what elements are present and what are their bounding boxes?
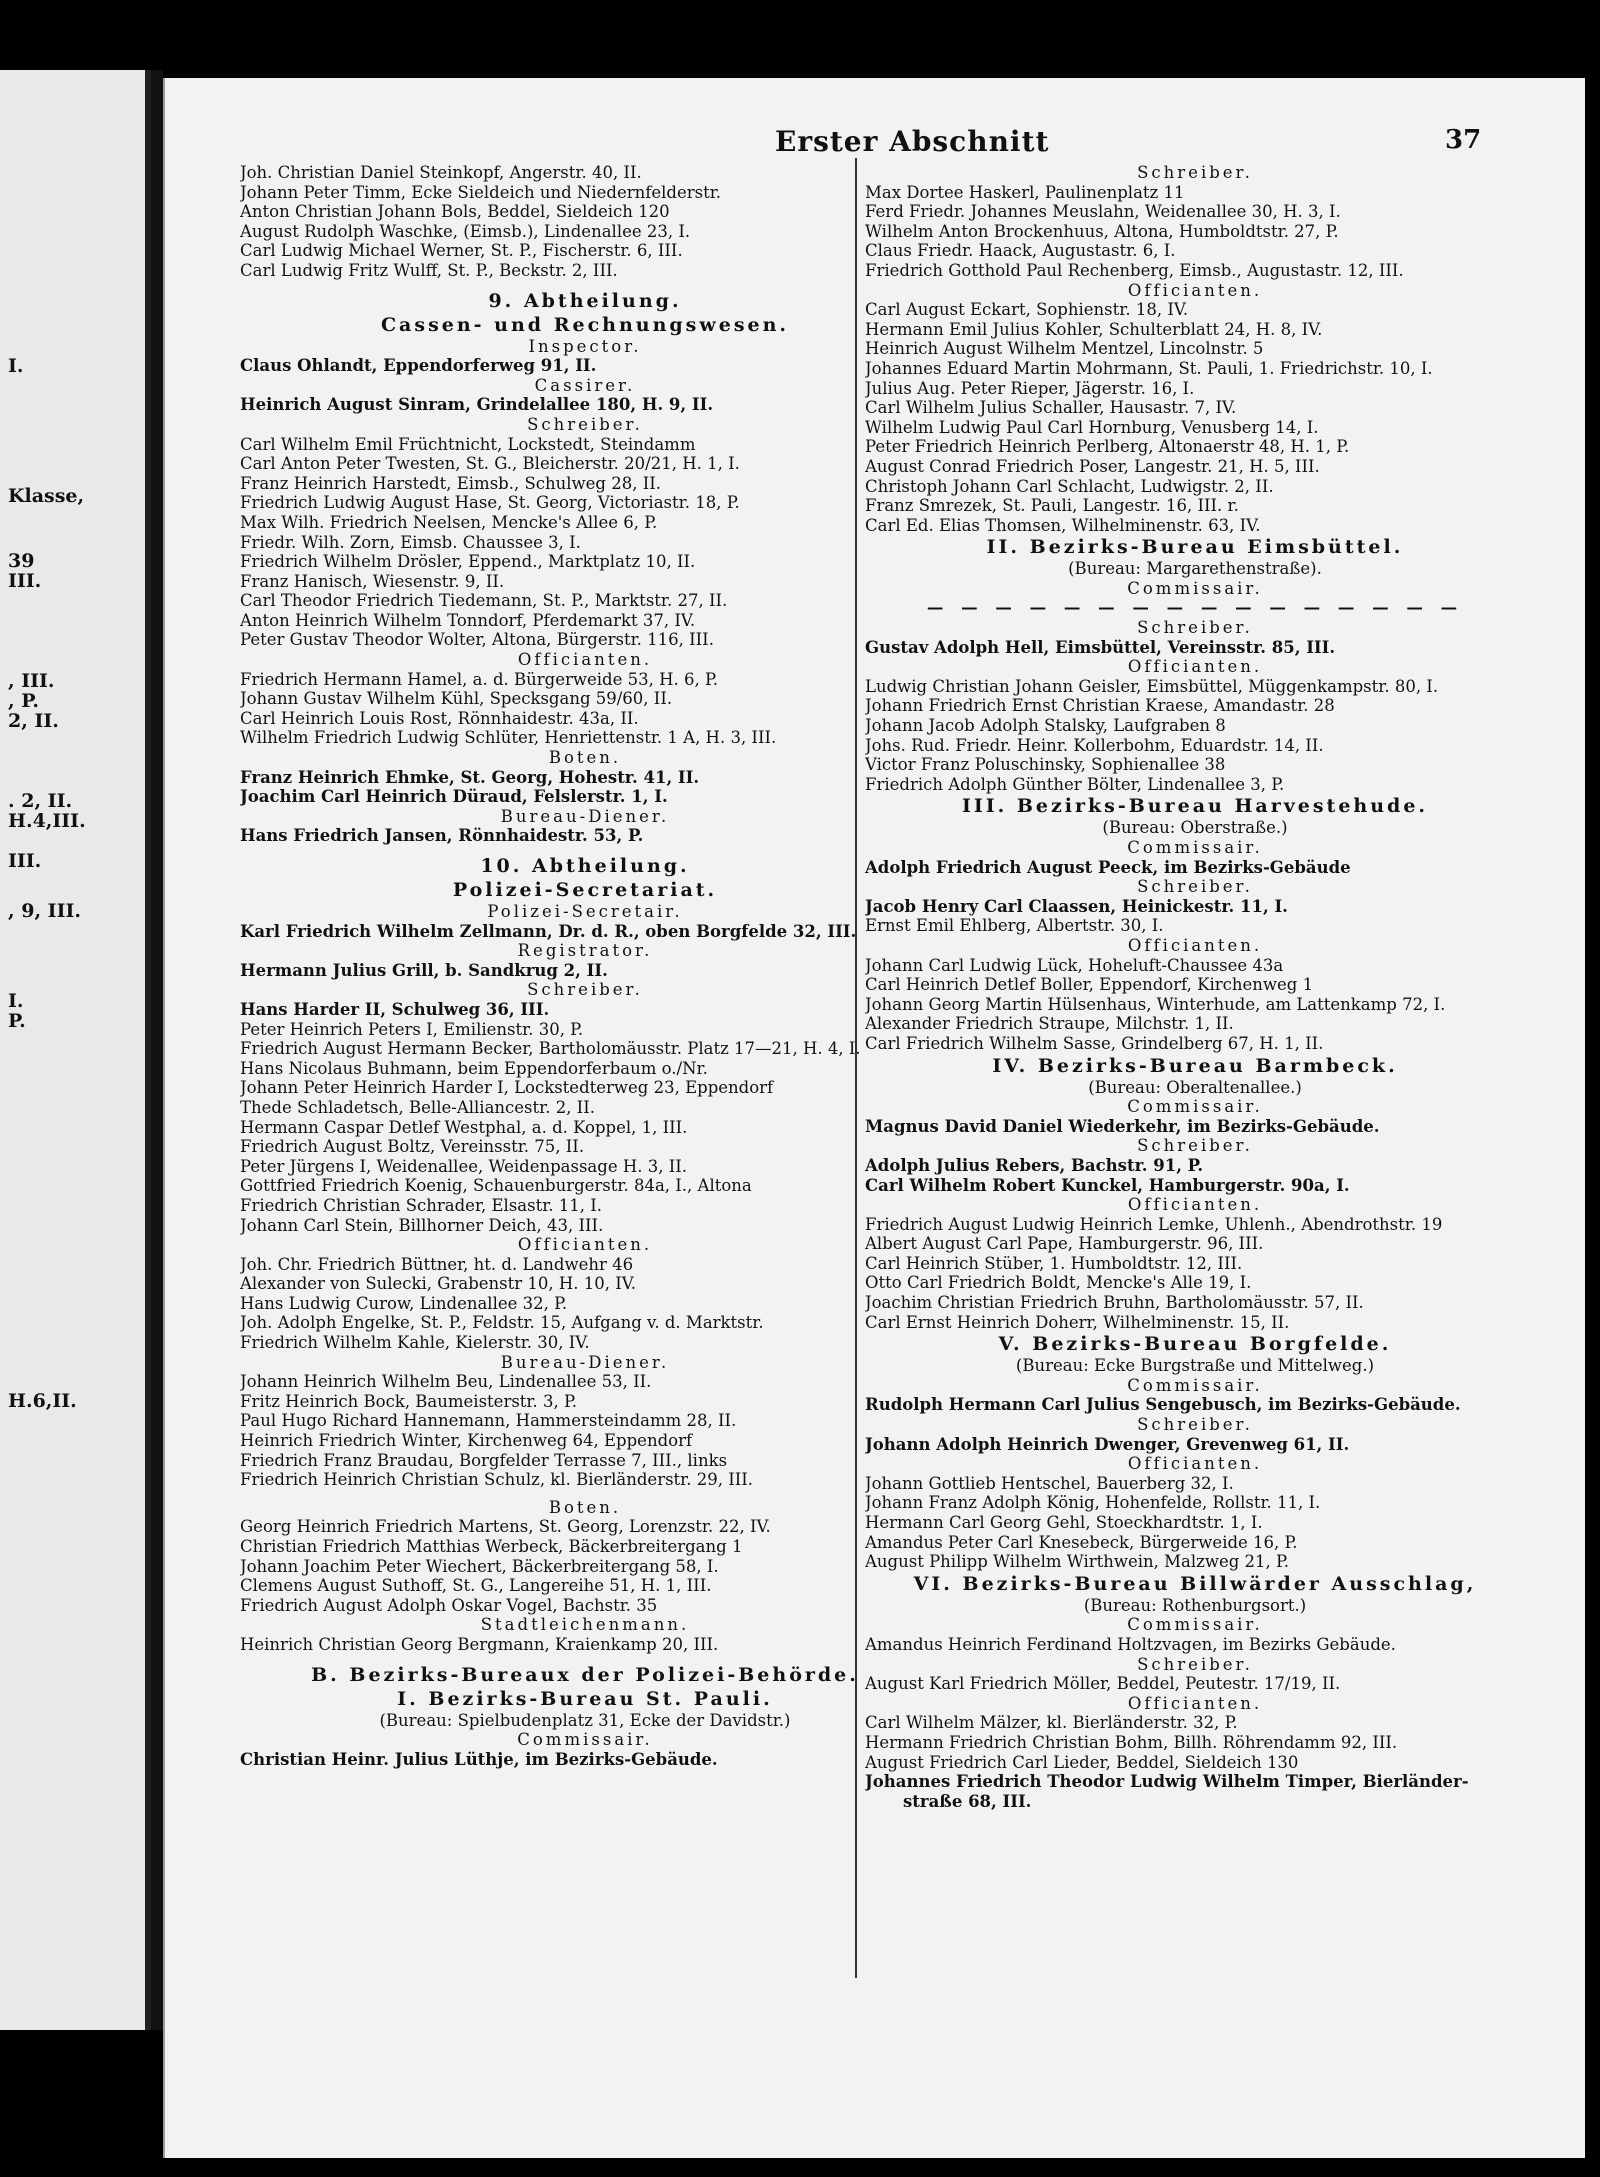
role-heading: Boten. <box>548 1497 622 1517</box>
entry-line: Hermann Julius Grill, b. Sandkrug 2, II. <box>240 960 608 980</box>
entry-line: Friedrich August Hermann Becker, Bartholomäusstr. Platz 17—21, H. 4, I. <box>240 1039 861 1059</box>
entry-line: Rudolph Hermann Carl Julius Sengebusch, im Bezirks-Gebäude. <box>865 1395 1461 1415</box>
left-page-text-fragment: P. <box>8 1010 26 1032</box>
section-heading: 10. Abtheilung. <box>480 855 690 877</box>
entry-line: Carl Wilhelm Emil Früchtnicht, Lockstedt, Steindamm <box>240 434 696 454</box>
entry-line: Max Dortee Haskerl, Paulinenplatz 11 <box>865 182 1185 202</box>
spacer <box>240 281 930 289</box>
book-gutter <box>151 70 163 2030</box>
entry-line: Joachim Christian Friedrich Bruhn, Bartholomäusstr. 57, II. <box>865 1293 1364 1313</box>
section-heading: III. Bezirks-Bureau Harvestehude. <box>961 795 1429 818</box>
role-heading: Commissair. <box>517 1730 653 1750</box>
entry-line: Friedrich Wilhelm Drösler, Eppend., Marktplatz 10, II. <box>240 552 696 572</box>
entry-line: Peter Jürgens I, Weidenallee, Weidenpassage H. 3, II. <box>240 1156 687 1176</box>
role-heading: Schreiber. <box>1137 1654 1253 1674</box>
entry-line: Georg Heinrich Friedrich Martens, St. Georg, Lorenzstr. 22, IV. <box>240 1517 771 1537</box>
entry-line: Joh. Chr. Friedrich Büttner, ht. d. Landwehr 46 <box>240 1254 634 1274</box>
entry-line: August Friedrich Carl Lieder, Beddel, Sieldeich 130 <box>865 1752 1299 1772</box>
entry-line: Friedrich Gotthold Paul Rechenberg, Eimsb., Augustastr. 12, III. <box>865 260 1404 280</box>
entry-line: Max Wilh. Friedrich Neelsen, Mencke's Allee 6, P. <box>240 512 658 532</box>
entry-line: Johann Gottlieb Hentschel, Bauerberg 32, I. <box>865 1473 1234 1493</box>
entry-line: Wilhelm Friedrich Ludwig Schlüter, Henriettenstr. 1 A, H. 3, III. <box>240 728 777 748</box>
entry-line: Amandus Peter Carl Knesebeck, Bürgerweide 16, P. <box>865 1532 1298 1552</box>
entry-line: Heinrich August Sinram, Grindelallee 180, H. 9, II. <box>240 395 714 415</box>
role-heading: Stadtleichenmann. <box>480 1615 690 1635</box>
entry-line: Friedr. Wilh. Zorn, Eimsb. Chaussee 3, I. <box>240 532 581 552</box>
entry-line: Heinrich Christian Georg Bergmann, Kraienkamp 20, III. <box>240 1634 719 1654</box>
role-heading: Officianten. <box>1127 280 1263 300</box>
role-heading: Schreiber. <box>1137 163 1253 182</box>
entry-line: Adolph Friedrich August Peeck, im Bezirks-Gebäude <box>865 857 1351 877</box>
entry-line: Franz Heinrich Ehmke, St. Georg, Hohestr. 41, II. <box>240 767 700 787</box>
page-header <box>165 125 1585 165</box>
vacancy-dashes: — — — — — — — — — — — — — — — — <box>926 598 1464 618</box>
entry-line: Friedrich August Adolph Oskar Vogel, Bachstr. 35 <box>240 1595 658 1615</box>
left-page-text-fragment: , III. <box>8 670 55 692</box>
entry-line: Friedrich Christian Schrader, Elsastr. 11, I. <box>240 1195 603 1215</box>
left-page-text-fragment: H.6,II. <box>8 1390 77 1412</box>
entry-continuation: straße 68, III. <box>903 1791 1032 1811</box>
bureau-address: (Bureau: Ecke Burgstraße und Mittelweg.) <box>1015 1356 1375 1376</box>
entry-line: Johann Joachim Peter Wiechert, Bäckerbreitergang 58, I. <box>240 1556 719 1576</box>
role-heading: Bureau-Diener. <box>500 806 670 826</box>
entry-line: Fritz Heinrich Bock, Baumeisterstr. 3, P. <box>240 1391 577 1411</box>
entry-line: Joh. Adolph Engelke, St. P., Feldstr. 15, Aufgang v. d. Marktstr. <box>240 1313 764 1333</box>
entry-line: Friedrich Franz Braudau, Borgfelder Terrasse 7, III., links <box>240 1450 728 1470</box>
entry-line: August Karl Friedrich Möller, Beddel, Peutestr. 17/19, II. <box>865 1674 1341 1694</box>
section-heading: B. Bezirks-Bureaux der Polizei-Behörde. <box>311 1663 859 1686</box>
entry-line: Hermann Carl Georg Gehl, Stoeckhardtstr. 1, I. <box>865 1513 1263 1532</box>
entry-line: Friedrich August Ludwig Heinrich Lemke, Uhlenh., Abendrothstr. 19 <box>865 1214 1443 1234</box>
entry-line: Magnus David Daniel Wiederkehr, im Bezirks-Gebäude. <box>865 1116 1380 1136</box>
section-heading: I. Bezirks-Bureau St. Pauli. <box>397 1687 773 1710</box>
role-heading: Commissair. <box>1127 1375 1263 1395</box>
left-page-text-fragment: III. <box>8 850 42 872</box>
entry-line: Hans Friedrich Jansen, Rönnhaidestr. 53, P. <box>240 826 644 846</box>
left-page-text-fragment: , 9, III. <box>8 900 81 922</box>
entry-line: Johann Friedrich Ernst Christian Kraese, Amandastr. 28 <box>865 696 1335 716</box>
spacer <box>240 1655 930 1663</box>
entry-line: Peter Heinrich Peters I, Emilienstr. 30, P. <box>240 1019 584 1039</box>
left-page-text-fragment: I. <box>8 355 24 377</box>
left-page-text-fragment: , P. <box>8 690 39 712</box>
entry-line: Hans Nicolaus Buhmann, beim Eppendorferbaum o./Nr. <box>240 1058 708 1078</box>
role-heading: Officianten. <box>1127 1454 1263 1474</box>
entry-line: Wilhelm Anton Brockenhuus, Altona, Humboldtstr. 27, P. <box>865 221 1339 241</box>
document-page <box>163 78 1585 2158</box>
entry-line: Alexander von Sulecki, Grabenstr 10, H. 10, IV. <box>240 1274 637 1294</box>
entry-line: Wilhelm Ludwig Paul Carl Hornburg, Venusberg 14, I. <box>865 417 1319 437</box>
entry-line: Albert August Carl Pape, Hamburgerstr. 96, III. <box>865 1234 1264 1254</box>
entry-line: Carl Ernst Heinrich Doherr, Wilhelminenstr. 15, II. <box>865 1312 1290 1332</box>
role-heading: Commissair. <box>1127 1097 1263 1117</box>
section-heading: Cassen- und Rechnungswesen. <box>380 313 790 336</box>
entry-line: Carl Wilhelm Robert Kunckel, Hamburgerstr. 90a, I. <box>865 1175 1350 1195</box>
left-page-text-fragment: . 2, II. <box>8 790 73 812</box>
entry-line: Johann Peter Timm, Ecke Sieldeich und Niedernfelderstr. <box>240 182 722 202</box>
role-heading: Schreiber. <box>1137 618 1253 638</box>
section-heading: IV. Bezirks-Bureau Barmbeck. <box>992 1054 1398 1077</box>
entry-line: Carl Heinrich Louis Rost, Rönnhaidestr. 43a, II. <box>240 708 639 728</box>
role-heading: Schreiber. <box>1137 1415 1253 1435</box>
entry-line: Johannes Eduard Martin Mohrmann, St. Pauli, 1. Friedrichstr. 10, I. <box>865 358 1433 378</box>
entry-line: Carl Ed. Elias Thomsen, Wilhelminenstr. 63, IV. <box>865 515 1261 535</box>
section-heading: VI. Bezirks-Bureau Billwärder Ausschlag, <box>913 1572 1477 1595</box>
entry-line: Hermann Caspar Detlef Westphal, a. d. Koppel, 1, III. <box>240 1117 688 1137</box>
entry-line: Johann Franz Adolph König, Hohenfelde, Rollstr. 11, I. <box>865 1493 1321 1513</box>
entry-line: Thede Schladetsch, Belle-Alliancestr. 2, II. <box>240 1097 595 1117</box>
role-heading: Officianten. <box>517 1235 653 1255</box>
entry-line: Hermann Friedrich Christian Bohm, Billh. Röhrendamm 92, III. <box>865 1732 1398 1752</box>
entry-line: Carl August Eckart, Sophienstr. 18, IV. <box>865 300 1189 320</box>
entry-line: Friedrich Heinrich Christian Schulz, kl. Bierländerstr. 29, III. <box>240 1470 754 1490</box>
page-title: Erster Abschnitt <box>775 125 1050 158</box>
bureau-address: (Bureau: Oberstraße.) <box>1102 818 1288 838</box>
entry-line: Joh. Christian Daniel Steinkopf, Angerstr. 40, II. <box>240 163 642 182</box>
entry-line: Carl Anton Peter Twesten, St. G., Bleicherstr. 20/21, H. 1, I. <box>240 454 740 474</box>
entry-line: Amandus Heinrich Ferdinand Holtzvagen, im Bezirks Gebäude. <box>865 1634 1396 1654</box>
entry-line: Anton Heinrich Wilhelm Tonndorf, Pferdemarkt 37, IV. <box>240 610 696 630</box>
entry-line: Johs. Rud. Friedr. Heinr. Kollerbohm, Eduardstr. 14, II. <box>865 735 1324 755</box>
entry-line: Hans Harder II, Schulweg 36, III. <box>240 999 550 1019</box>
section-heading: Polizei-Secretariat. <box>452 879 718 901</box>
entry-line: Friedrich Wilhelm Kahle, Kielerstr. 30, IV. <box>240 1333 590 1353</box>
right-column <box>865 163 1525 1811</box>
entry-line: Johannes Friedrich Theodor Ludwig Wilhelm Timper, Bierländer- <box>865 1772 1469 1792</box>
entry-line: Franz Hanisch, Wiesenstr. 9, II. <box>240 571 505 591</box>
entry-line: Karl Friedrich Wilhelm Zellmann, Dr. d. R., oben Borgfelde 32, III. <box>240 921 857 941</box>
entry-line: Claus Ohlandt, Eppendorferweg 91, II. <box>240 356 597 376</box>
entry-line: Adolph Julius Rebers, Bachstr. 91, P. <box>865 1155 1204 1175</box>
page-number: 37 <box>1445 125 1482 155</box>
role-heading: Officianten. <box>517 650 653 670</box>
entry-line: Ludwig Christian Johann Geisler, Eimsbüttel, Müggenkampstr. 80, I. <box>865 676 1439 696</box>
bureau-address: (Bureau: Margarethenstraße). <box>1068 559 1322 579</box>
entry-line: Carl Heinrich Detlef Boller, Eppendorf, Kirchenweg 1 <box>865 975 1314 995</box>
role-heading: Cassirer. <box>534 375 636 395</box>
section-heading: II. Bezirks-Bureau Eimsbüttel. <box>986 536 1404 559</box>
role-heading: Officianten. <box>1127 935 1263 955</box>
entry-line: Franz Heinrich Harstedt, Eimsb., Schulweg 28, II. <box>240 473 661 493</box>
section-heading: 9. Abtheilung. <box>488 289 682 312</box>
left-page-text-fragment: 39 <box>8 550 35 572</box>
entry-line: Friedrich Adolph Günther Bölter, Lindenallee 3, P. <box>865 774 1285 794</box>
entry-line: Christoph Johann Carl Schlacht, Ludwigstr. 2, II. <box>865 476 1274 496</box>
entry-line: Carl Wilhelm Julius Schaller, Hausastr. 7, IV. <box>865 398 1237 418</box>
entry-line: Johann Carl Stein, Billhorner Deich, 43, III. <box>240 1215 604 1235</box>
entry-line: Jacob Henry Carl Claassen, Heinickestr. 11, I. <box>865 896 1288 916</box>
entry-line: Otto Carl Friedrich Boldt, Mencke's Alle 19, I. <box>865 1273 1252 1293</box>
entry-line: Christian Friedrich Matthias Werbeck, Bäckerbreitergang 1 <box>240 1537 743 1556</box>
entry-line: Johann Heinrich Wilhelm Beu, Lindenallee 53, II. <box>240 1372 652 1392</box>
entry-line: Johann Peter Heinrich Harder I, Lockstedterweg 23, Eppendorf <box>240 1078 774 1098</box>
left-page-fragment <box>0 70 151 2030</box>
role-heading: Schreiber. <box>527 414 643 434</box>
entry-line: Alexander Friedrich Straupe, Milchstr. 1, II. <box>865 1014 1234 1034</box>
bureau-address: (Bureau: Oberaltenallee.) <box>1088 1077 1302 1097</box>
entry-line: Johann Georg Martin Hülsenhaus, Winterhude, am Lattenkamp 72, I. <box>865 994 1446 1014</box>
entry-line: Heinrich August Wilhelm Mentzel, Lincolnstr. 5 <box>865 339 1264 359</box>
role-heading: Schreiber. <box>1137 1136 1253 1156</box>
entry-line: Johann Gustav Wilhelm Kühl, Specksgang 59/60, II. <box>240 689 673 709</box>
left-page-text-fragment: 2, II. <box>8 710 59 732</box>
entry-line: Claus Friedr. Haack, Augustastr. 6, I. <box>865 241 1176 261</box>
left-page-text-fragment: I. <box>8 990 24 1012</box>
left-page-text-fragment: H.4,III. <box>8 810 86 832</box>
entry-line: August Rudolph Waschke, (Eimsb.), Lindenallee 23, I. <box>240 221 691 241</box>
role-heading: Commissair. <box>1127 578 1263 598</box>
entry-line: Friedrich August Boltz, Vereinsstr. 75, II. <box>240 1137 585 1157</box>
role-heading: Commissair. <box>1127 1615 1263 1635</box>
role-heading: Officianten. <box>1127 657 1263 677</box>
spacer <box>240 1490 930 1498</box>
entry-line: August Philipp Wilhelm Wirthwein, Malzweg 21, P. <box>865 1552 1290 1572</box>
role-heading: Officianten. <box>1127 1195 1263 1215</box>
entry-line: Peter Friedrich Heinrich Perlberg, Altonaerstr 48, H. 1, P. <box>865 437 1350 457</box>
role-heading: Schreiber. <box>1137 877 1253 897</box>
left-page-text-fragment: III. <box>8 570 42 592</box>
entry-line: Friedrich Hermann Hamel, a. d. Bürgerweide 53, H. 6, P. <box>240 669 718 689</box>
entry-line: Victor Franz Poluschinsky, Sophienallee 38 <box>865 755 1226 775</box>
section-heading: V. Bezirks-Bureau Borgfelde. <box>998 1333 1392 1356</box>
entry-line: Carl Ludwig Michael Werner, St. P., Fischerstr. 6, III. <box>240 241 683 261</box>
entry-line: Carl Ludwig Fritz Wulff, St. P., Beckstr. 2, III. <box>240 260 618 280</box>
entry-line: Johann Adolph Heinrich Dwenger, Grevenweg 61, II. <box>865 1434 1350 1454</box>
entry-line: Ernst Emil Ehlberg, Albertstr. 30, I. <box>865 916 1164 936</box>
entry-line: Franz Smrezek, St. Pauli, Langestr. 16, III. r. <box>865 496 1239 516</box>
entry-line: Friedrich Ludwig August Hase, St. Georg, Victoriastr. 18, P. <box>240 493 740 513</box>
spacer <box>240 846 930 854</box>
left-column <box>240 163 930 1769</box>
role-heading: Polizei-Secretair. <box>487 902 683 921</box>
entry-line: Clemens August Suthoff, St. G., Langereihe 51, H. 1, III. <box>240 1576 712 1596</box>
role-heading: Officianten. <box>1127 1693 1263 1713</box>
entry-line: Hermann Emil Julius Kohler, Schulterblatt 24, H. 8, IV. <box>865 319 1323 339</box>
role-heading: Commissair. <box>1127 838 1263 857</box>
entry-line: Joachim Carl Heinrich Düraud, Felslerstr. 1, I. <box>240 787 668 807</box>
entry-line: August Conrad Friedrich Poser, Langestr. 21, H. 5, III. <box>865 456 1320 476</box>
bureau-address: (Bureau: Rothenburgsort.) <box>1083 1595 1307 1615</box>
role-heading: Schreiber. <box>527 980 643 1000</box>
entry-line: Julius Aug. Peter Rieper, Jägerstr. 16, I. <box>865 378 1195 398</box>
entry-line: Christian Heinr. Julius Lüthje, im Bezirks-Gebäude. <box>240 1749 718 1769</box>
entry-line: Johann Jacob Adolph Stalsky, Laufgraben 8 <box>865 716 1226 736</box>
left-page-text-fragment: Klasse, <box>8 485 85 507</box>
entry-line: Gottfried Friedrich Koenig, Schauenburgerstr. 84a, I., Altona <box>240 1176 752 1196</box>
entry-line: Peter Gustav Theodor Wolter, Altona, Bürgerstr. 116, III. <box>240 630 714 650</box>
entry-line: Carl Heinrich Stüber, 1. Humboldtstr. 12, III. <box>865 1253 1243 1273</box>
role-heading: Registrator. <box>517 941 653 961</box>
entry-line: Ferd Friedr. Johannes Meuslahn, Weidenallee 30, H. 3, I. <box>865 202 1341 222</box>
entry-line: Gustav Adolph Hell, Eimsbüttel, Vereinsstr. 85, III. <box>865 637 1336 657</box>
entry-line: Carl Theodor Friedrich Tiedemann, St. P., Marktstr. 27, II. <box>240 591 728 611</box>
entry-line: Carl Wilhelm Mälzer, kl. Bierländerstr. 32, P. <box>865 1713 1238 1733</box>
role-heading: Bureau-Diener. <box>500 1352 670 1372</box>
entry-line: Anton Christian Johann Bols, Beddel, Sieldeich 120 <box>240 202 670 222</box>
entry-line: Hans Ludwig Curow, Lindenallee 32, P. <box>240 1293 568 1313</box>
entry-line: Carl Friedrich Wilhelm Sasse, Grindelberg 67, H. 1, II. <box>865 1033 1324 1053</box>
role-heading: Boten. <box>548 748 622 768</box>
entry-line: Johann Carl Ludwig Lück, Hoheluft-Chaussee 43a <box>865 955 1284 975</box>
entry-line: Heinrich Friedrich Winter, Kirchenweg 64, Eppendorf <box>240 1431 693 1451</box>
bureau-address: (Bureau: Spielbudenplatz 31, Ecke der Davidstr.) <box>379 1710 791 1730</box>
entry-line: Paul Hugo Richard Hannemann, Hammersteindamm 28, II. <box>240 1411 737 1431</box>
role-heading: Inspector. <box>528 336 642 356</box>
